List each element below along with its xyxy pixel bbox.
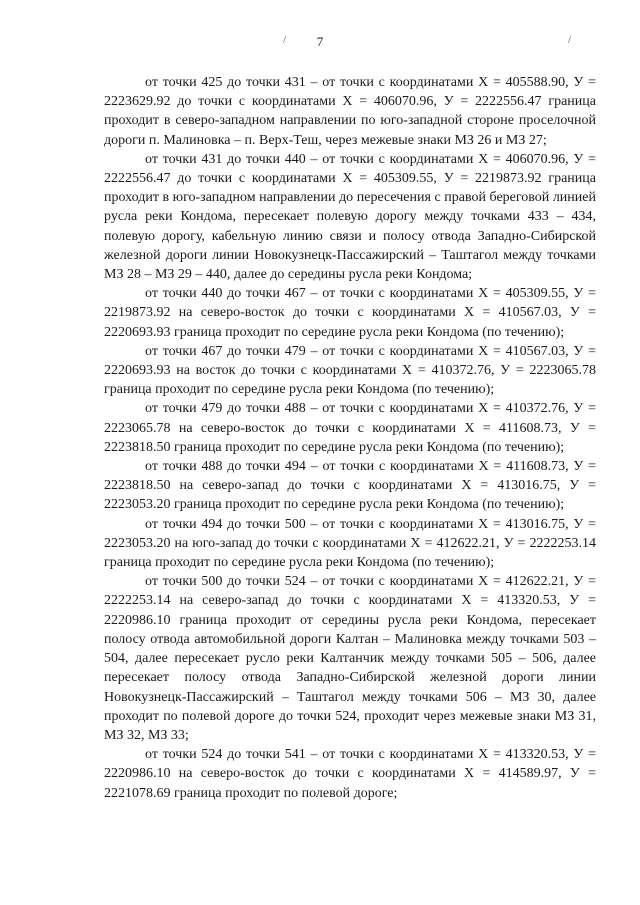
paragraph-440-467: от точки 440 до точки 467 – от точки с координатами Х = 405309.55, У = 2219873.92 на северо-восток до точки с координатами Х = 410567.03, У = 2220693.93 граница проходит по середине русла реки Кондома (по течению);: [104, 286, 596, 340]
scan-mark-left: /: [283, 34, 287, 46]
paragraph-500-524: от точки 500 до точки 524 – от точки с координатами Х = 412622.21, У = 2222253.14 на северо-запад до точки с координатами Х = 413320.53, У = 2220986.10 граница проходит от середины русла реки Кондома, пересекает полосу отвода автомобильной дороги Калтан – Малиновка между точками 503 – 504, далее пересекает русло реки Калтанчик между точками 505 – 506, далее пересекает полосу отвода Западно-Сибирской железной дороги линии Новокузнецк-Пассажирский – Таштагол между точками 506 – МЗ 30, далее проходит по полевой дороге до точки 524, проходит через межевые знаки МЗ 31, МЗ 32, МЗ 33;: [104, 574, 596, 743]
paragraph-494-500: от точки 494 до точки 500 – от точки с координатами Х = 413016.75, У = 2223053.20 на юго-запад до точки с координатами Х = 412622.21, У = 2222253.14 граница проходит по середине русла реки Кондома (по течению);: [104, 516, 596, 571]
scan-mark-right: /: [568, 34, 572, 46]
paragraph-425-431: от точки 425 до точки 431 – от точки с координатами Х = 405588.90, У = 2223629.92 до точки с координатами Х = 406070.96, У = 2222556.47 граница проходит в северо-западном направлении по юго-западной стороне проселочной дороги п. Малиновка – п. Верх-Теш, через межевые знаки МЗ 26 и МЗ 27;: [104, 75, 596, 148]
paragraph-524-541: от точки 524 до точки 541 – от точки с координатами Х = 413320.53, У = 2220986.10 на северо-восток до точки с координатами Х = 414589.97, У = 2221078.69 граница проходит по полевой дороге;: [104, 747, 596, 801]
paragraph-467-479: от точки 467 до точки 479 – от точки с координатами Х = 410567.03, У = 2220693.93 на восток до точки с координатами Х = 410372.76, У = 2223065.78 граница проходит по середине русла реки Кондома (по течению);: [104, 343, 596, 398]
paragraph-479-488: от точки 479 до точки 488 – от точки с координатами Х = 410372.76, У = 2223065.78 на северо-восток до точки с координатами Х = 411608.73, У = 2223818.50 граница проходит по середине русла реки Кондома (по течению);: [104, 401, 596, 455]
page-number: 7: [316, 34, 324, 49]
paragraph-488-494: от точки 488 до точки 494 – от точки с координатами Х = 411608.73, У = 2223818.50 на северо-запад до точки с координатами Х = 413016.75, У = 2223053.20 граница проходит по середине русла реки Кондома (по течению);: [104, 459, 596, 513]
paragraph-431-440: от точки 431 до точки 440 – от точки с координатами Х = 406070.96, У = 2222556.47 до точки с координатами Х = 405309.55, У = 2219873.92 граница проходит в юго-западном направлении до пересечения с правой береговой линией русла реки Кондома, пересекает полевую дорогу между точками 433 – 434, полевую дорогу, кабельную линию связи и полосу отвода Западно-Сибирской железной дороги линии Новокузнецк-Пассажирский – Таштагол между точками МЗ 28 – МЗ 29 – 440, далее до середины русла реки Кондома;: [104, 151, 596, 283]
document-body: [104, 73, 596, 803]
